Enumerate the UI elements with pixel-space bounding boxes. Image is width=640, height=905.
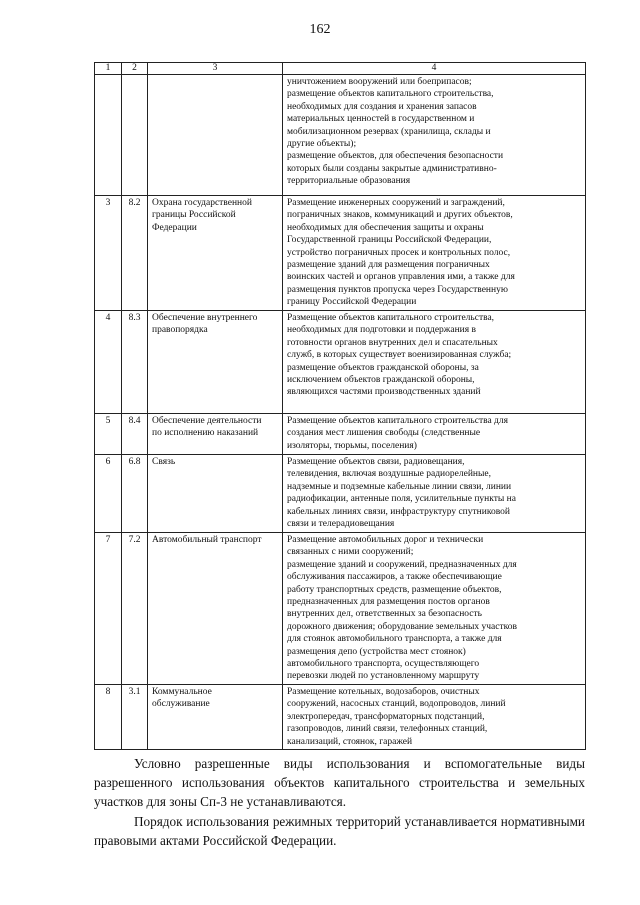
table-row: [95, 684, 586, 749]
row-description: Размещение объектов связи, радиовещания, телевидения, включая воздушные радиорелейные, надземные и подземные кабельные линии связи, линии радиофикации, антенные поля, усилительные пункты на кабельных линиях связи, инфраструктуру спутниковой связи и телерадиовещания: [283, 455, 586, 533]
row-name: Охрана государственной границы Российской Федерации: [148, 196, 283, 311]
row-name: Коммунальное обслуживание: [148, 684, 283, 749]
row-name: Связь: [148, 455, 283, 533]
paragraph-conditional-uses: Условно разрешенные виды использования и вспомогательные виды разрешенного использования объектов капитального строительства и земельных участков для зоны Сп-3 не устанавливаются.: [94, 756, 585, 809]
row-name: Обеспечение внутреннего правопорядка: [148, 311, 283, 414]
row-code: 7.2: [122, 533, 148, 685]
row-code: 8.2: [122, 196, 148, 311]
row-number: 3: [95, 196, 122, 311]
row-code: 6.8: [122, 455, 148, 533]
header-cell: 2: [122, 63, 148, 75]
zoning-table: [94, 62, 586, 750]
row-number: 7: [95, 533, 122, 685]
table-row: [95, 311, 586, 414]
row-code: 8.3: [122, 311, 148, 414]
row-description: Размещение автомобильных дорог и технически связанных с ними сооружений; размещение зданий и сооружений, предназначенных для обслуживания пассажиров, а также обеспечивающие работу транспортных средств, размещение объектов, предназначенных для размещения постов органов внутренних дел, ответственных за безопасность дорожного движения; оборудование земельных участков для стоянок автомобильного транспорта, а также для размещения депо (устройства мест стоянок) автомобильного транспорта, осуществляющего перевозки людей по установленному маршруту: [283, 533, 586, 685]
table-row: [95, 196, 586, 311]
header-cell: 3: [148, 63, 283, 75]
paragraph-regime-territories: Порядок использования режимных территорий устанавливается нормативными правовыми актами Российской Федерации.: [94, 814, 585, 848]
row-description: уничтожением вооружений или боеприпасов; размещение объектов капитального строительства, необходимых для создания и хранения запасов материальных ценностей в государственном и мобилизационном резервах (хранилища, склады и другие объекты); размещение объектов, для обеспечения безопасности которых были созданы закрытые административно- территориальные образования: [283, 75, 586, 196]
row-number: 6: [95, 455, 122, 533]
row-code: 3.1: [122, 684, 148, 749]
row-description: Размещение котельных, водозаборов, очистных сооружений, насосных станций, водопроводов, линий электропередач, трансформаторных подстанций, газопроводов, линий связи, телефонных станций, канализаций, стоянок, гаражей: [283, 684, 586, 749]
row-number: 5: [95, 414, 122, 455]
row-number: 4: [95, 311, 122, 414]
row-name: [148, 75, 283, 196]
table-row: [95, 533, 586, 685]
table-row: [95, 455, 586, 533]
row-number: [95, 75, 122, 196]
row-description: Размещение объектов капитального строительства для создания мест лишения свободы (следственные изоляторы, тюрьмы, поселения): [283, 414, 586, 455]
row-number: 8: [95, 684, 122, 749]
header-cell: 4: [283, 63, 586, 75]
row-name: Обеспечение деятельности по исполнению наказаний: [148, 414, 283, 455]
table-row: [95, 414, 586, 455]
row-description: Размещение объектов капитального строительства, необходимых для подготовки и поддержания в готовности органов внутренних дел и спасательных служб, в которых существует военизированная служба; размещение объектов гражданской обороны, за исключением объектов гражданской обороны, являющихся частями производственных зданий: [283, 311, 586, 414]
table-row: [95, 75, 586, 196]
table-header-row: [95, 63, 586, 75]
header-cell: 1: [95, 63, 122, 75]
row-code: 8.4: [122, 414, 148, 455]
page-number: 162: [309, 22, 331, 37]
row-code: [122, 75, 148, 196]
row-description: Размещение инженерных сооружений и заграждений, пограничных знаков, коммуникаций и других объектов, необходимых для обеспечения защиты и охраны Государственной границы Российской Федерации, устройство пограничных просек и контрольных полос, размещение зданий для размещения пограничных воинских частей и органов управления ими, а также для размещения пунктов пропуска через Государственную границу Российской Федерации: [283, 196, 586, 311]
row-name: Автомобильный транспорт: [148, 533, 283, 685]
